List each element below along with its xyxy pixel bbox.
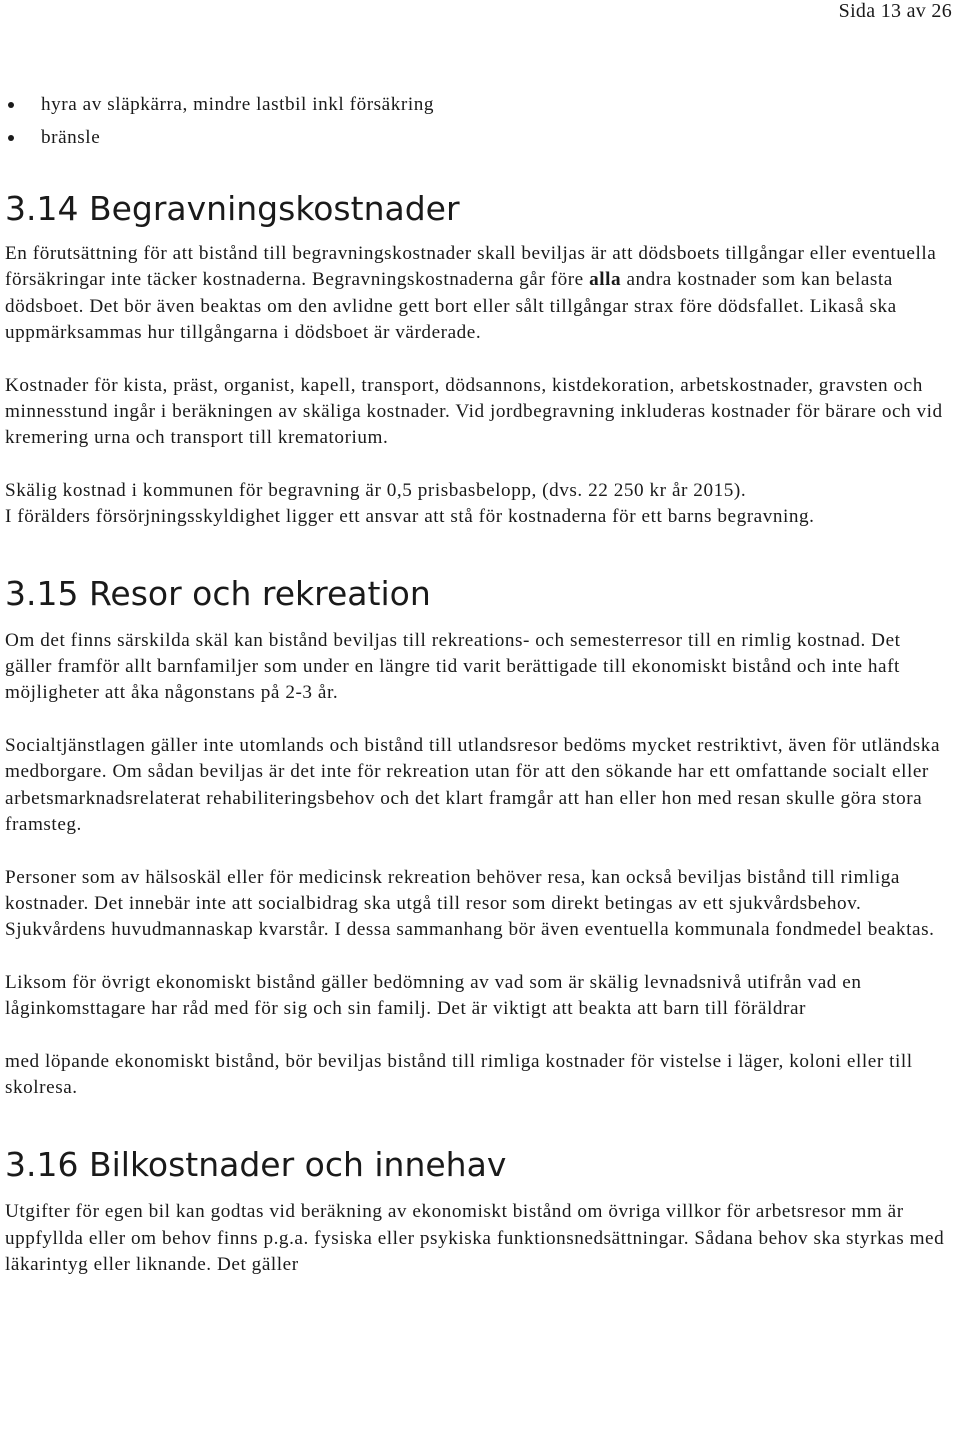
paragraph: Utgifter för egen bil kan godtas vid beräkning av ekonomiskt bistånd om övriga villkor för arbetsresor mm är uppfyllda eller om behov finns p.g.a. fysiska eller psykiska funktionsnedsättningar. Sådana behov ska styrkas med läkarintyg eller liknande. Det gäller (5, 1201, 945, 1276)
section-heading-3-14: 3.14 Begravningskostnader (5, 189, 460, 228)
paragraph (5, 241, 950, 347)
section-heading-3-15: 3.15 Resor och rekreation (5, 573, 431, 613)
emphasis-text: alla (589, 269, 622, 291)
paragraph: med löpande ekonomiskt bistånd, bör beviljas bistånd till rimliga kostnader för vistelse i läger, koloni eller till skolresa. (5, 1050, 913, 1098)
list-item-text: hyra av släpkärra, mindre lastbil inkl försäkring (41, 94, 435, 115)
paragraph: Kostnader för kista, präst, organist, kapell, transport, dödsannons, kistdekoration, arbetskostnader, gravsten och minnesstund ingår i beräkningen av skäliga kostnader. Vid jordbegravning inkluderas kostnader för bärare och vid kremering urna och transport till krematorium. (5, 374, 943, 449)
paragraph: Om det finns särskilda skäl kan bistånd beviljas till rekreations- och semesterresor till en rimlig kostnad. Det gäller framför allt barnfamiljer som under en längre tid varit berättigade till ekonomiskt bistånd och inte haft möjligheter att åka någonstans på 2-3 år. (5, 629, 901, 704)
bullet-icon (8, 135, 14, 141)
list-item (5, 90, 950, 123)
document-body (5, 90, 950, 1279)
bullet-icon (8, 102, 14, 108)
paragraph: Personer som av hälsoskäl eller för medicinsk rekreation behöver resa, kan också beviljas bistånd till rimliga kostnader. Det innebär inte att socialbidrag ska utgå till resor som direkt betingas av ett sjukvårdsbehov. Sjukvårdens huvudmannaskap kvarstår. I dessa sammanhang bör även eventuella kommunala fondmedel beaktas. (5, 866, 935, 941)
paragraph: Skälig kostnad i kommunen för begravning är 0,5 prisbasbelopp, (dvs. 22 250 kr år 2015). (5, 479, 747, 501)
paragraph: I förälders försörjningsskyldighet ligger ett ansvar att stå för kostnaderna för ett barns begravning. (5, 506, 815, 528)
page-number: Sida 13 av 26 (838, 0, 952, 22)
paragraph: Socialtjänstlagen gäller inte utomlands och bistånd till utlandsresor bedöms mycket restriktivt, även för utländska medborgare. Om sådan beviljas är det inte för rekreation utan för att den sökande har ett omfattande socialt eller arbetsmarknadsrelaterat rehabiliteringsbehov och det klart framgår att han eller hon med resan skulle göra stora framsteg. (5, 734, 941, 836)
list-item (5, 123, 950, 156)
paragraph-text: En förutsättning för att bistånd till begravningskostnader skall beviljas är att dödsboets tillgångar eller eventuella försäkringar inte täcker kostnaderna. Begravningskostnaderna går före (5, 243, 937, 291)
list-item-text: bränsle (41, 127, 101, 148)
section-heading-3-16: 3.16 Bilkostnader och innehav (5, 1145, 507, 1185)
paragraph-text: andra kostnader som kan belasta dödsboet. Det bör även beaktas om den avlidne gett bort eller sålt tillgångar strax före dödsfallet. Likaså ska uppmärksammas hur tillgångarna i dödsboet är värderade. (5, 269, 897, 344)
paragraph: Liksom för övrigt ekonomiskt bistånd gäller bedömning av vad som är skälig levnadsnivå utifrån vad en låginkomsttagare har råd med för sig och sin familj. Det är viktigt att beakta att barn till föräldrar (5, 971, 862, 1020)
bullet-list (5, 90, 950, 156)
